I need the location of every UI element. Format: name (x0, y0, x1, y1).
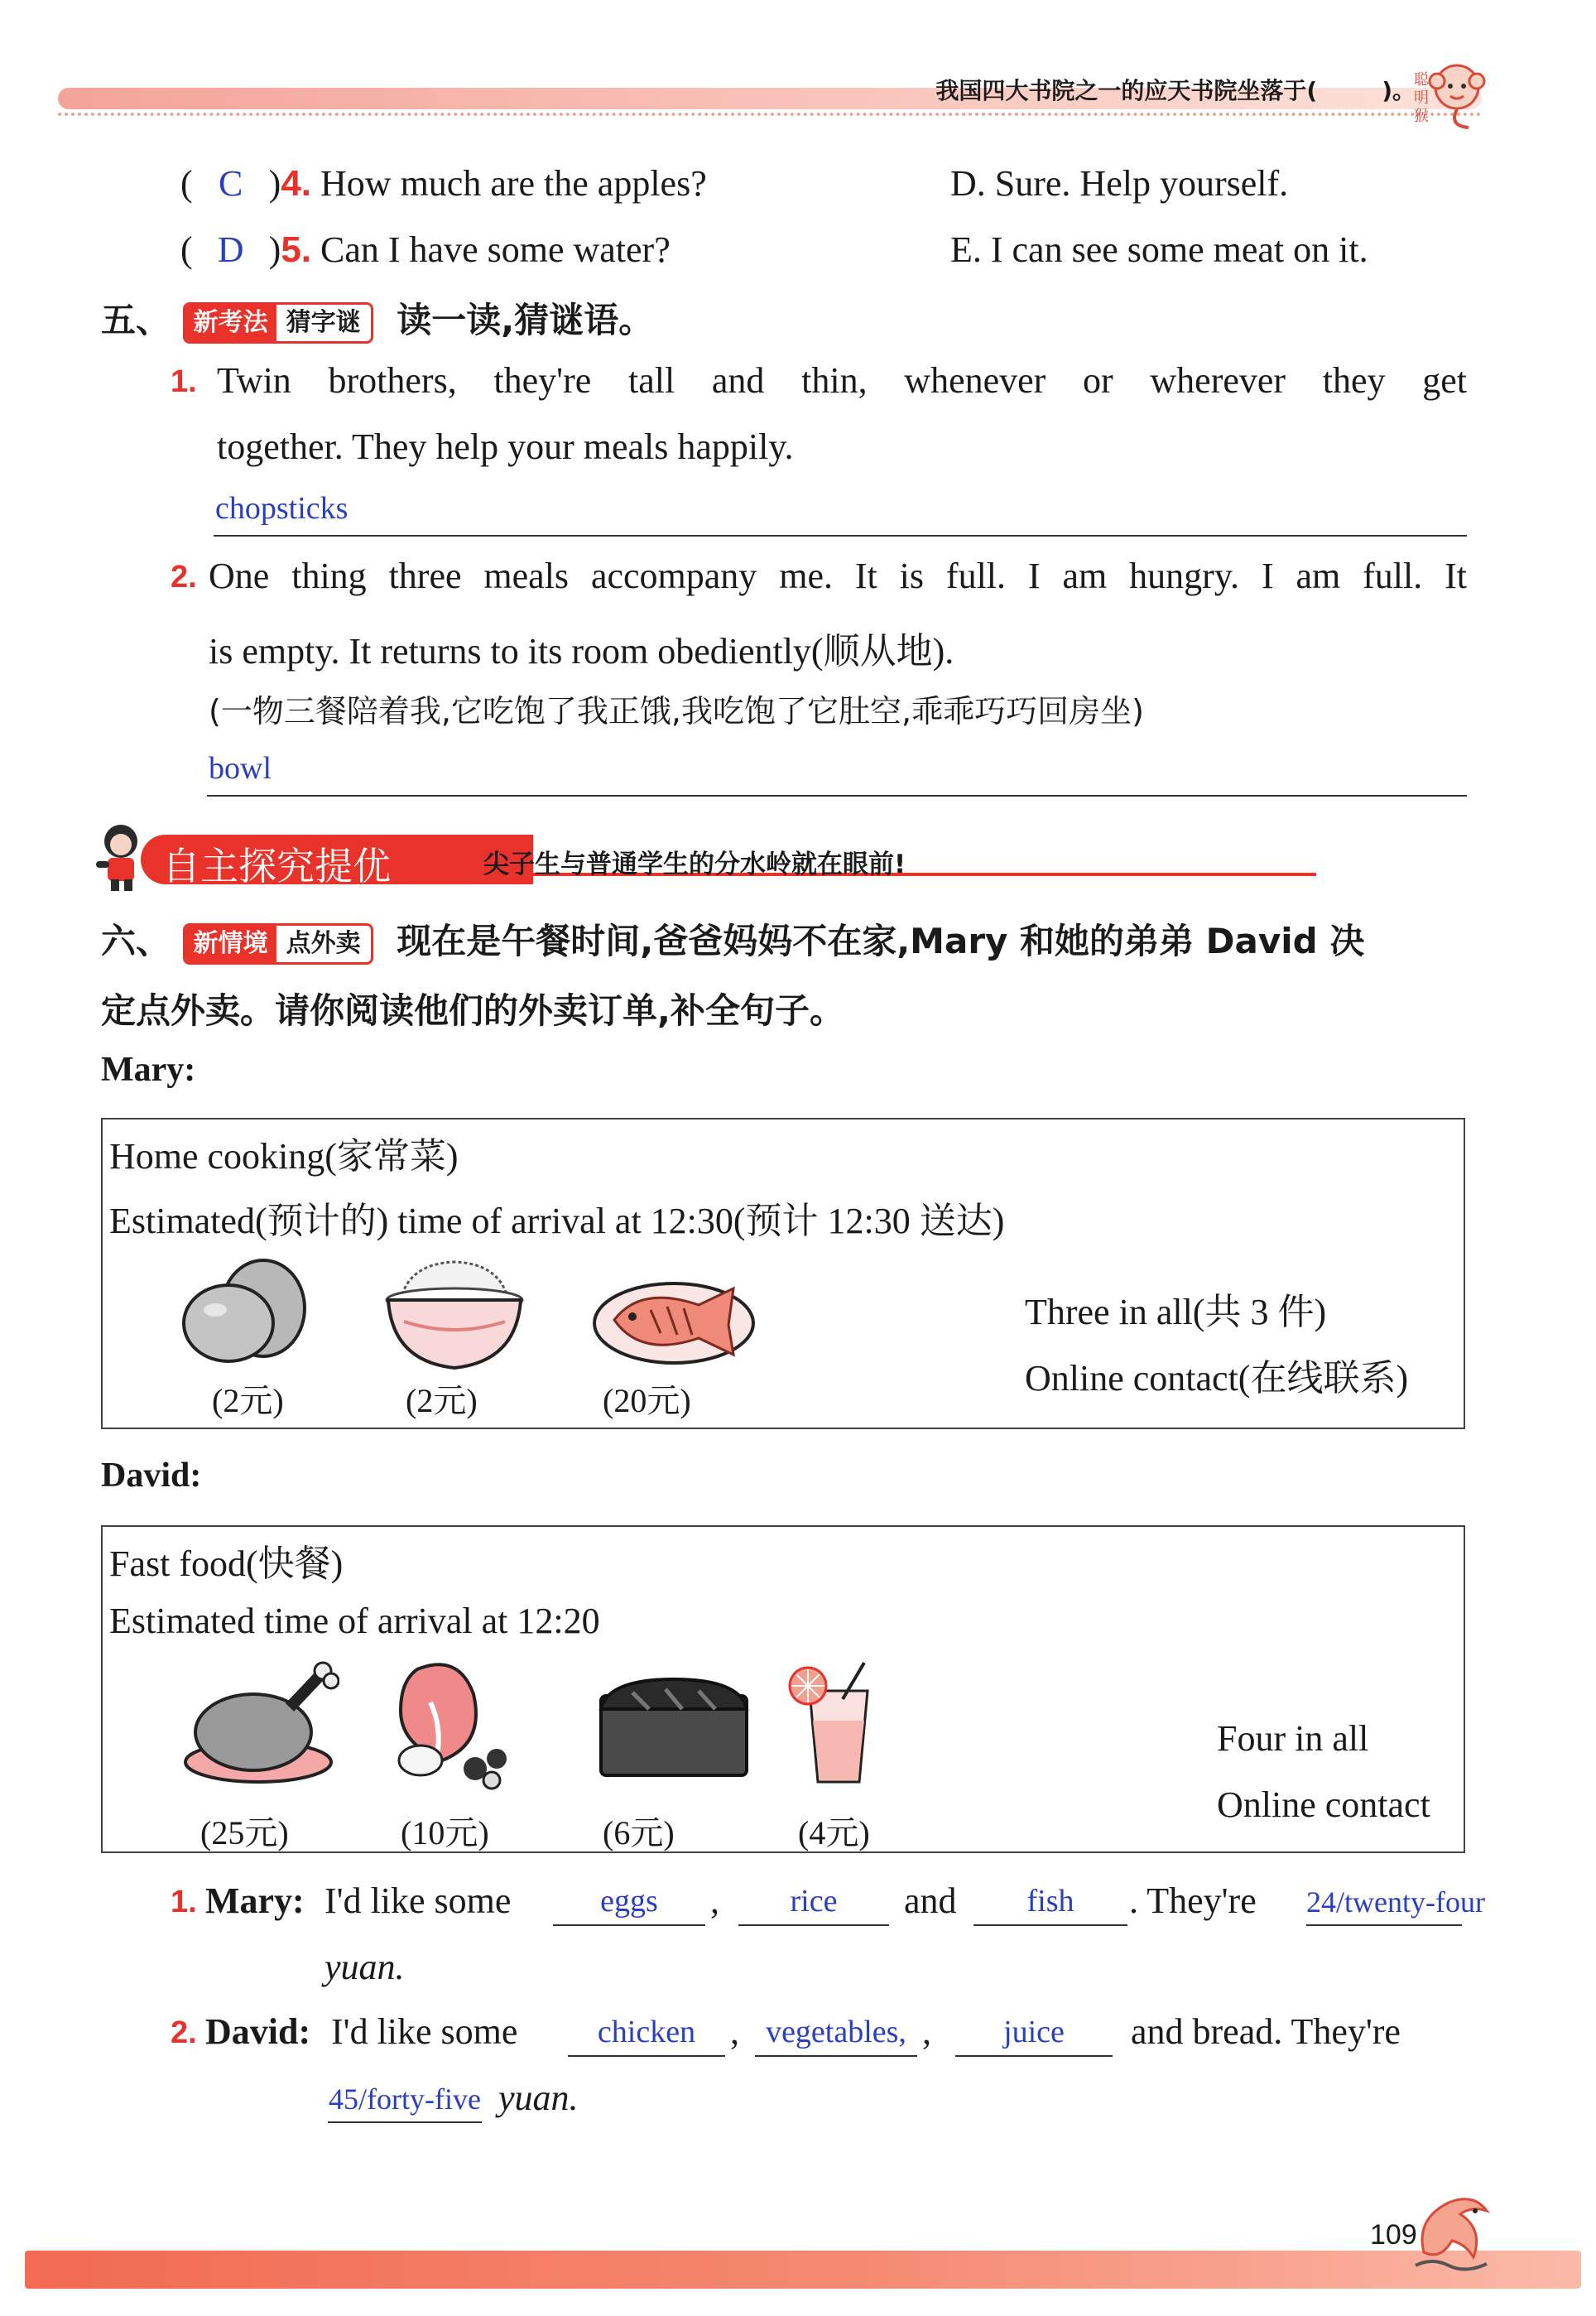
mary-label: Mary: (101, 1051, 196, 1089)
tag-order-takeout: 点外卖 (286, 928, 361, 958)
q2-line2: is empty. It returns to its room obediently(顺从地). (209, 631, 954, 672)
paren-open: ( (180, 163, 193, 204)
answer-text: vegetables, (766, 2015, 906, 2049)
answer-text: chicken (597, 2015, 696, 2049)
fill-q1-blank-1[interactable] (553, 1883, 705, 1926)
answer-text: rice (790, 1884, 838, 1919)
fill-q2-blank-4[interactable] (328, 2080, 482, 2123)
david-order-box (101, 1525, 1465, 1853)
section-label: 六、 (101, 921, 171, 961)
svg-text:猴: 猴 (1414, 108, 1429, 125)
q2-number: 2. (171, 560, 197, 595)
fill-q2-blank-3[interactable] (955, 2014, 1113, 2057)
fill-q2-prompt: I'd like some (331, 2011, 518, 2052)
section-6-heading (101, 914, 1364, 965)
paren-close: ) (268, 229, 281, 270)
bread-icon (591, 1673, 757, 1780)
section-title-line1: 现在是午餐时间,爸爸妈妈不在家,Mary 和她的弟弟 David 决 (397, 921, 1365, 961)
fill-q2-blank-2[interactable] (755, 2014, 917, 2057)
mary-order-box (101, 1118, 1465, 1429)
david-order-type: Fast food(快餐) (109, 1543, 344, 1584)
tag-new-context: 新情境 (185, 926, 276, 962)
section-5-tag (183, 302, 373, 344)
banner-subtitle: 尖子生与普通学生的分水岭就在眼前! (483, 850, 906, 879)
option-d: D. Sure. Help yourself. (950, 163, 1289, 204)
david-price-vegetables: (10元) (401, 1814, 489, 1851)
fill-q1-blank-3[interactable] (973, 1883, 1127, 1926)
q1-number: 1. (171, 364, 197, 399)
header-band-dots (58, 109, 1482, 116)
monkey-mascot-icon (1399, 50, 1490, 132)
section-5-heading (101, 293, 653, 344)
question-number: 4. (281, 163, 312, 204)
fill-q1-number: 1. (171, 1885, 197, 1919)
question-number: 5. (281, 229, 312, 270)
mary-total-count: Three in all(共 3 件) (1025, 1292, 1327, 1332)
paren-close: ) (268, 163, 281, 204)
answer-text: eggs (600, 1884, 658, 1919)
section-title-line2: 定点外卖。请你阅读他们的外卖订单,补全句子。 (101, 990, 844, 1031)
david-label: David: (101, 1457, 202, 1495)
section-title: 读一读,猜谜语。 (397, 300, 654, 340)
answer-text: 45/forty-five (329, 2082, 481, 2116)
dolphin-icon (1407, 2186, 1498, 2277)
q2-line3: (一物三餐陪着我,它吃饱了我正饿,我吃饱了它肚空,乖乖巧巧回房坐) (209, 693, 1144, 729)
paren-open: ( (180, 229, 193, 270)
section-label: 五、 (101, 300, 171, 340)
fill-q2-unit: yuan. (498, 2078, 579, 2118)
tag-riddle: 猜字谜 (286, 307, 361, 337)
q2-line1: One thing three meals accompany me. It is full. I am hungry. I am full. It (209, 556, 1467, 596)
fill-q1-speaker: Mary: (205, 1880, 305, 1921)
match-row-5 (180, 229, 671, 271)
chicken-icon (182, 1658, 339, 1790)
match-row-4 (180, 162, 707, 205)
mary-price-fish: (20元) (603, 1382, 691, 1419)
q1-line2: together. They help your meals happily. (217, 426, 794, 467)
svg-text:明: 明 (1414, 89, 1429, 107)
fill-q2-and-bread: and bread. They're (1131, 2011, 1401, 2052)
tag-new-method: 新考法 (185, 305, 276, 341)
q1-answer-line (214, 535, 1467, 537)
question-text: Can I have some water? (320, 229, 671, 270)
fill-q1-theyre: . They're (1129, 1880, 1257, 1921)
mary-online-contact: Online contact(在线联系) (1025, 1358, 1409, 1399)
david-arrival: Estimated time of arrival at 12:20 (109, 1601, 600, 1641)
fill-q1-and: and (904, 1880, 957, 1921)
comma: , (922, 2011, 931, 2052)
match-answer-4: C (218, 163, 243, 204)
fill-q2-blank-1[interactable] (568, 2014, 725, 2057)
svg-text:聪: 聪 (1414, 71, 1429, 89)
fill-q1-blank-2[interactable] (738, 1883, 889, 1926)
mary-order-type: Home cooking(家常菜) (109, 1136, 459, 1177)
david-online-contact: Online contact (1217, 1784, 1430, 1825)
q1-line1: Twin brothers, they're tall and thin, whenever or wherever they get (217, 360, 1467, 401)
comma: , (730, 2011, 739, 2052)
fill-q2-speaker: David: (205, 2011, 311, 2052)
david-price-bread: (6元) (603, 1814, 675, 1851)
match-answer-5: D (217, 229, 244, 270)
option-e: E. I can see some meat on it. (950, 229, 1368, 270)
david-total-count: Four in all (1217, 1718, 1369, 1759)
juice-icon (785, 1658, 884, 1790)
page-number: 109 (1370, 2219, 1417, 2251)
mary-arrival: Estimated(预计的) time of arrival at 12:30(预计 12:30 送达) (109, 1201, 1005, 1241)
answer-text: fish (1026, 1884, 1074, 1919)
mary-price-rice: (2元) (406, 1382, 478, 1419)
banner-title: 自主探究提优 (162, 844, 391, 888)
david-price-chicken: (25元) (200, 1814, 289, 1851)
section-6-tag (183, 923, 373, 965)
footer-band (25, 2251, 1581, 2289)
question-text: How much are the apples? (320, 163, 707, 204)
header-question: 我国四大书院之一的应天书院坐落于( )。 (935, 77, 1416, 104)
eggs-icon (177, 1259, 326, 1366)
answer-text: 24/twenty-four (1306, 1885, 1485, 1919)
mary-price-eggs: (2元) (212, 1382, 284, 1419)
david-price-juice: (4元) (798, 1814, 870, 1851)
q2-answer: bowl (209, 751, 272, 786)
fill-q1-blank-4[interactable] (1306, 1883, 1485, 1926)
q1-answer: chopsticks (215, 491, 349, 526)
fill-q1-unit: yuan. (324, 1947, 405, 1987)
comma: , (710, 1880, 719, 1921)
fill-q1-prompt: I'd like some (324, 1880, 512, 1921)
rice-bowl-icon (376, 1252, 533, 1376)
answer-text: juice (1003, 2015, 1065, 2049)
q2-answer-line (207, 795, 1467, 797)
fish-plate-icon (591, 1269, 757, 1368)
fill-q2-number: 2. (171, 2015, 197, 2050)
vegetables-icon (376, 1653, 525, 1794)
